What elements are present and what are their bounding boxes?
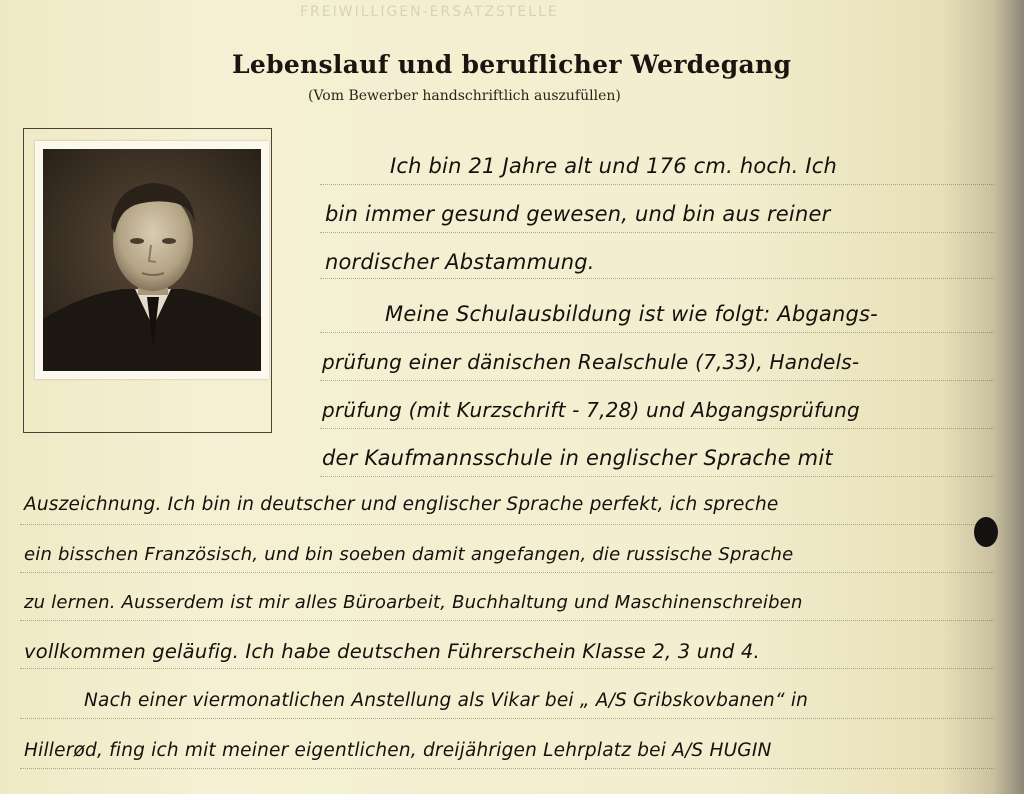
handwritten-line: nordischer Abstammung. — [325, 250, 595, 274]
handwritten-line: zu lernen. Ausserdem ist mir alles Büroarbeit, Buchhaltung und Maschinenschreiben — [24, 592, 803, 613]
handwritten-line: der Kaufmannsschule in englischer Sprache mit — [322, 446, 833, 470]
handwritten-line: Nach einer viermonatlichen Anstellung als Vikar bei „ A/S Gribskovbanen“ in — [84, 690, 809, 711]
ruled-line — [320, 232, 994, 233]
handwritten-line: vollkommen geläufig. Ich habe deutschen Führerschein Klasse 2, 3 und 4. — [24, 640, 760, 663]
ruled-line — [320, 332, 994, 333]
applicant-portrait-photo — [43, 149, 261, 371]
handwritten-line: Ich bin 21 Jahre alt und 176 cm. hoch. Ich — [390, 154, 838, 178]
handwritten-line: Meine Schulausbildung ist wie folgt: Abgangs- — [385, 302, 878, 326]
punch-hole — [974, 517, 998, 547]
handwritten-line: Hillerød, fing ich mit meiner eigentlichen, dreijährigen Lehrplatz bei A/S HUGIN — [24, 740, 772, 761]
ruled-line — [20, 524, 994, 525]
handwritten-line: Auszeichnung. Ich bin in deutscher und englischer Sprache perfekt, ich spreche — [24, 494, 779, 515]
handwritten-line: prüfung (mit Kurzschrift - 7,28) und Abgangsprüfung — [322, 398, 860, 422]
handwritten-line: ein bisschen Französisch, und bin soeben damit angefangen, die russische Sprache — [24, 544, 794, 565]
ruled-line — [320, 380, 994, 381]
handwritten-line: bin immer gesund gewesen, und bin aus reiner — [325, 202, 831, 226]
ruled-line — [320, 278, 994, 279]
ruled-line — [20, 572, 994, 573]
form-title: Lebenslauf und beruflicher Werdegang — [232, 50, 792, 79]
ruled-line — [320, 428, 994, 429]
bleed-through-header: FREIWILLIGEN-ERSATZSTELLE — [300, 4, 559, 20]
ruled-line — [20, 668, 994, 669]
ruled-line — [20, 718, 994, 719]
ruled-line — [320, 184, 994, 185]
ruled-line — [20, 768, 994, 769]
ruled-line — [320, 476, 994, 477]
ruled-line — [20, 620, 994, 621]
handwritten-line: prüfung einer dänischen Realschule (7,33), Handels- — [322, 350, 860, 374]
form-subtitle: (Vom Bewerber handschriftlich auszufüllen) — [308, 88, 621, 104]
